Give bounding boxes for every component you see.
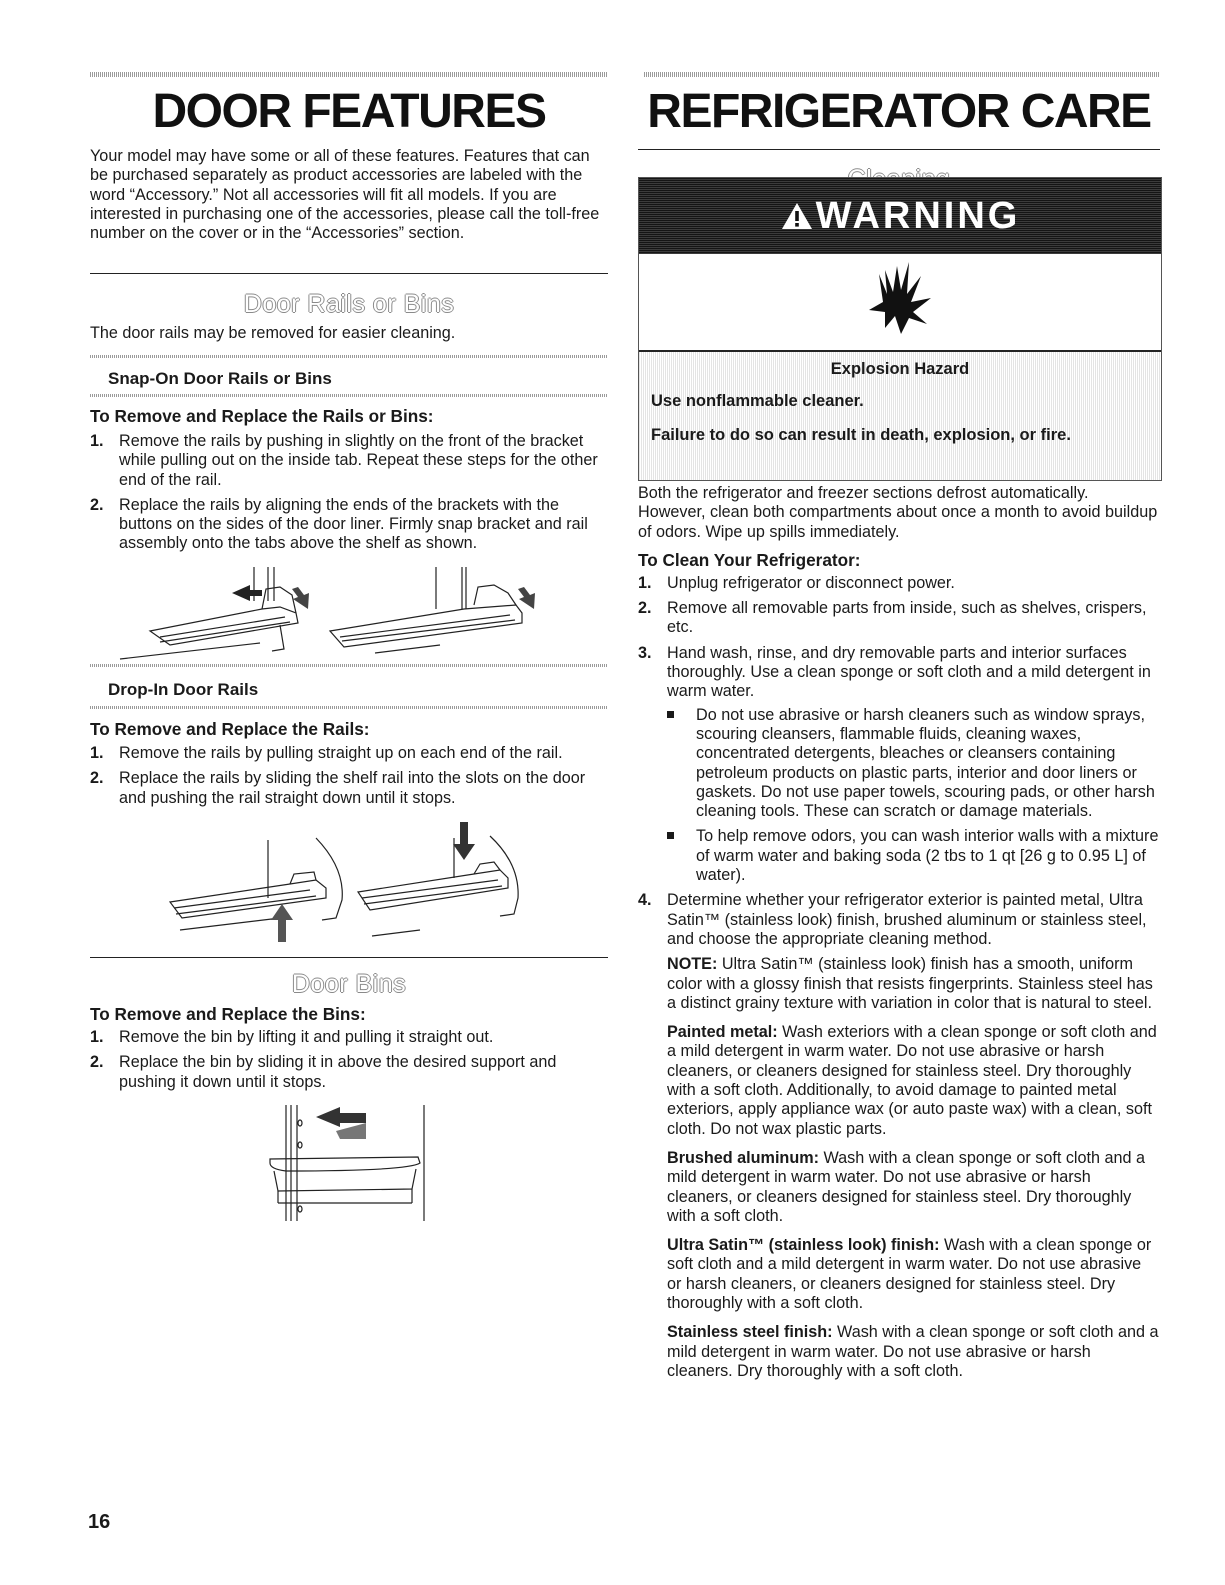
list-item: 1. Remove the rails by pulling straight up on each end of the rail. — [90, 744, 563, 762]
dotted-rule — [90, 355, 608, 358]
cleaning-body — [638, 484, 1160, 1391]
procedure-heading: To Clean Your Refrigerator: — [638, 549, 861, 570]
dotted-rule — [90, 394, 608, 397]
door-bin-illustration — [90, 1105, 608, 1225]
divider — [90, 273, 608, 274]
top-rule — [644, 72, 1160, 77]
warning-line-2: Failure to do so can result in death, explosion, or fire. — [651, 425, 1071, 444]
list-item: 2. Remove all removable parts from inside, such as shelves, crispers, etc. — [638, 599, 1147, 637]
note-paragraph: NOTE: Ultra Satin™ (stainless look) finish has a smooth, uniform color with a glossy finish that resists fingerprints. Stainless steel has a distinct grainy texture with variation in color that is natural to steel. — [667, 955, 1153, 1012]
page-title-door-features: DOOR FEATURES — [152, 85, 546, 138]
warning-line-1: Use nonflammable cleaner. — [651, 392, 864, 411]
list-item: 4. Determine whether your refrigerator exterior is painted metal, Ultra Satin™ (stainless look) finish, brushed aluminum or stainless steel, and choose the appropriate cleaning method. — [638, 891, 1147, 948]
top-rule — [90, 72, 608, 77]
dotted-rule — [90, 706, 608, 709]
bullet-item: Do not use abrasive or harsh cleaners such as window sprays, scouring cleansers, flammable fluids, cleaning waxes, concentrated detergents, bleaches or cleansers containing petroleum products on plastic parts, interior and door liners or gaskets. Do not use paper towels, scouring pads, or other harsh cleaning tools. These can scratch or damage materials. — [667, 706, 1160, 822]
page-number: 16 — [88, 1511, 111, 1533]
dotted-rule — [90, 664, 608, 667]
subheading-drop-in: Drop-In Door Rails — [108, 680, 259, 699]
door-rails-text: The door rails may be removed for easier cleaning. — [90, 324, 456, 342]
drop-in-steps — [90, 744, 608, 814]
section-heading-door-bins: Door Bins — [291, 970, 407, 998]
ultra-satin-paragraph: Ultra Satin™ (stainless look) finish: Wash with a clean sponge or soft cloth and a mild detergent in warm water. Do not use abrasive or harsh cleaners, or cleaners designed for stainless steel. Dry thoroughly with a soft cloth. — [667, 1236, 1152, 1312]
procedure-heading: To Remove and Replace the Bins: — [90, 1004, 366, 1024]
warning-banner — [639, 178, 1161, 254]
cleaning-bullets — [667, 706, 1160, 886]
cleaning-intro: Both the refrigerator and freezer sections defrost automatically. However, clean both compartments about once a month to avoid buildup of odors. Wipe up spills immediately. — [638, 484, 1158, 541]
warning-box — [638, 177, 1162, 481]
bullet-item: To help remove odors, you can wash interior walls with a mixture of warm water and baking soda (2 tbs to 1 qt [26 g to 0.95 L] of water). — [667, 827, 1160, 885]
list-item: 1. Remove the rails by pushing in slightly on the front of the bracket while pulling out on the inside tab. Repeat these steps for the other end of the rail. — [90, 432, 598, 489]
stainless-steel-paragraph: Stainless steel finish: Wash with a clean sponge or soft cloth and a mild detergent in warm water. Do not use abrasive or harsh cleaners. Dry thoroughly with a soft cloth. — [667, 1323, 1159, 1380]
warning-label: WARNING — [815, 194, 1021, 237]
hazard-title: Explosion Hazard — [830, 360, 970, 378]
painted-metal-paragraph: Painted metal: Wash exteriors with a clean sponge or soft cloth and a mild detergent in warm water. Do not use abrasive or harsh cleaners, or cleaners designed for stainless steel. Dry thoroughly with a soft cloth. Additionally, to avoid damage to painted metal exteriors, apply appliance wax (or auto paste wax) with a clean, soft cloth. Do not wax plastic parts. — [667, 1023, 1157, 1138]
warning-text-area — [639, 352, 1161, 480]
page-title-refrigerator-care: REFRIGERATOR CARE — [647, 85, 1151, 138]
list-item: 1. Unplug refrigerator or disconnect power. — [638, 573, 955, 592]
divider — [638, 149, 1160, 150]
door-bins-steps — [90, 1028, 608, 1098]
list-item: 1. Remove the bin by lifting it and pulling it straight out. — [90, 1028, 494, 1046]
snap-on-rail-illustration — [90, 565, 608, 660]
procedure-heading: To Remove and Replace the Rails: — [90, 719, 370, 739]
cleaning-steps — [638, 574, 1160, 949]
list-item: 2. Replace the rails by sliding the shelf rail into the slots on the door and pushing the rail straight down until it stops. — [90, 769, 586, 807]
divider — [90, 957, 608, 958]
snap-on-steps — [90, 432, 608, 560]
intro-paragraph: Your model may have some or all of these features. Features that can be purchased separately as product accessories are labeled with the word “Accessory.” Not all accessories will fit all models. If you are interested in purchasing one of the accessories, please call the toll-free number on the cover or in the “Accessories” section. — [90, 147, 600, 243]
warning-triangle-icon — [780, 201, 814, 231]
list-item: 2. Replace the bin by sliding it in above the desired support and pushing it down until it stops. — [90, 1053, 557, 1091]
explosion-icon — [639, 254, 1161, 352]
list-item: 3. Hand wash, rinse, and dry removable parts and interior surfaces thoroughly. Use a clean sponge or soft cloth and a mild detergent in warm water. Do not use abrasive or harsh cleaners such as window sprays, scouring cleansers, flammable fluids, cleaning waxes, concentrated detergents, bleaches or cleansers containing petroleum products on plastic parts, interior and door liners or gaskets. Do not use paper towels, scouring pads, or other harsh cleaning tools. These can scratch or damage materials. To help remove odors, you can wash interior walls with a mixture of warm water and baking soda (2 tbs to 1 qt [26 g to 0.95 L] of water). — [638, 643, 1159, 885]
subheading-snap-on: Snap-On Door Rails or Bins — [108, 369, 332, 388]
brushed-aluminum-paragraph: Brushed aluminum: Wash with a clean sponge or soft cloth and a mild detergent in warm water. Do not use abrasive or harsh cleaners, or cleaners designed for stainless steel. Dry thoroughly with a soft cloth. — [667, 1148, 1146, 1225]
list-item: 2. Replace the rails by aligning the ends of the brackets with the buttons on the sides of the door liner. Firmly snap bracket and rail assembly onto the tabs above the shelf as shown. — [90, 495, 588, 553]
section-heading-door-rails: Door Rails or Bins — [243, 290, 455, 318]
procedure-heading: To Remove and Replace the Rails or Bins: — [90, 406, 434, 426]
drop-in-rail-illustration — [90, 818, 608, 942]
